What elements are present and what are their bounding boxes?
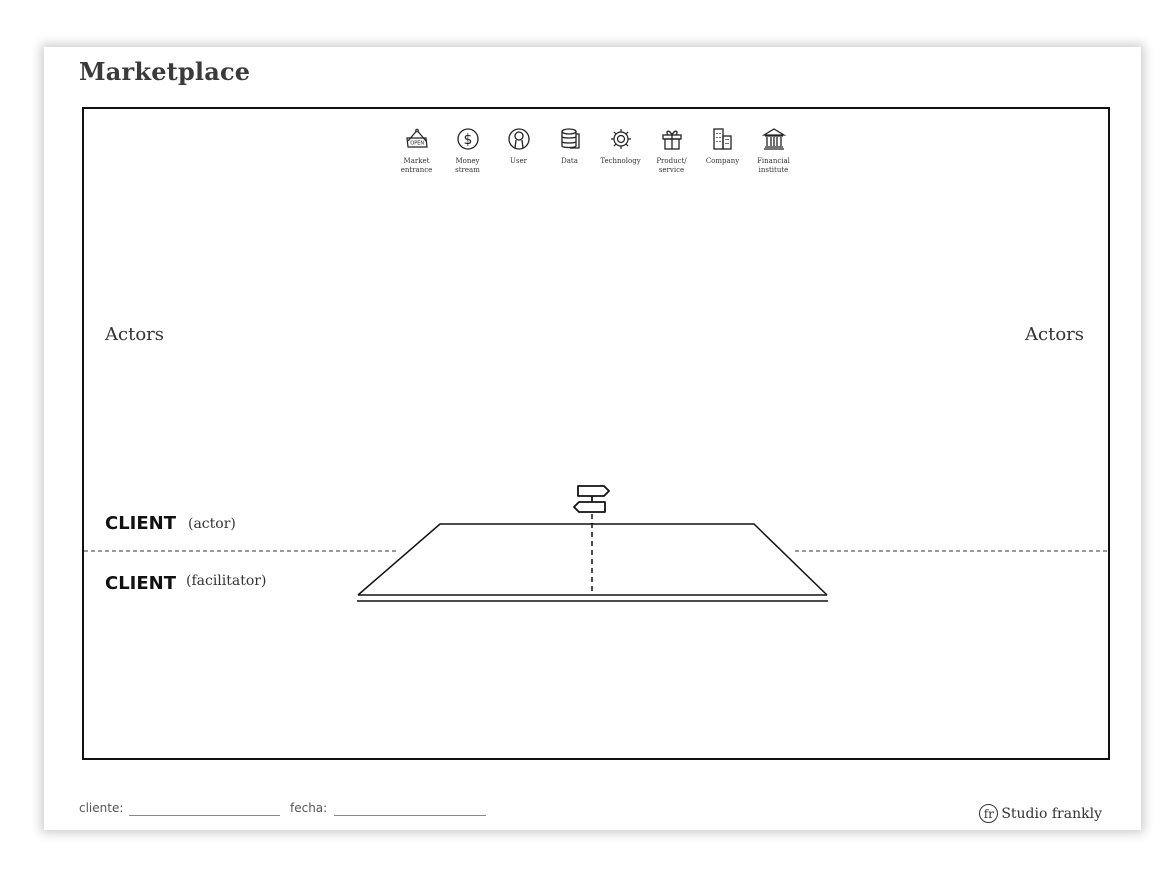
actors-right-label: Actors xyxy=(1025,324,1084,345)
client-actor-sublabel: (actor) xyxy=(188,516,236,532)
open-sign-text: OPEN xyxy=(409,140,424,147)
money-symbol: $ xyxy=(463,132,472,148)
legend-item-user xyxy=(493,127,544,187)
brand-mark-icon: fr xyxy=(979,804,998,823)
cliente-field-line[interactable] xyxy=(129,815,280,816)
money-stream-icon xyxy=(456,127,480,151)
marketplace-scene xyxy=(84,109,1108,758)
legend-label: Money stream xyxy=(455,157,480,174)
brand-logo xyxy=(979,804,1102,823)
signpost-icon xyxy=(574,486,609,512)
legend-item-company xyxy=(697,127,748,187)
client-facilitator-label: CLIENT xyxy=(105,573,177,594)
legend-label: User xyxy=(510,157,527,165)
icon-legend xyxy=(391,127,799,187)
data-icon xyxy=(558,127,582,151)
legend-item-market-entrance xyxy=(391,127,442,187)
product-service-icon xyxy=(660,127,684,151)
client-actor-label: CLIENT xyxy=(105,513,177,534)
legend-label: Technology xyxy=(600,157,641,165)
actors-left-label: Actors xyxy=(105,324,164,345)
legend-label: Financial institute xyxy=(757,157,790,174)
marketplace-canvas xyxy=(82,107,1110,760)
legend-item-product-service xyxy=(646,127,697,187)
page-title: Marketplace xyxy=(79,57,251,86)
legend-item-money-stream xyxy=(442,127,493,187)
user-icon xyxy=(507,127,531,151)
market-entrance-icon xyxy=(405,127,429,151)
legend-item-data xyxy=(544,127,595,187)
financial-institute-icon xyxy=(762,127,786,151)
legend-label: Product/ service xyxy=(656,157,687,174)
fecha-label: fecha: xyxy=(290,801,328,815)
canvas-sheet xyxy=(44,47,1141,830)
legend-label: Company xyxy=(705,157,740,165)
legend-label: Data xyxy=(561,157,578,165)
brand-name: Studio frankly xyxy=(1001,805,1102,822)
technology-icon xyxy=(609,127,633,151)
cliente-label: cliente: xyxy=(79,801,124,815)
fecha-field-line[interactable] xyxy=(334,815,486,816)
legend-item-financial-institute xyxy=(748,127,799,187)
legend-item-technology xyxy=(595,127,646,187)
company-icon xyxy=(711,127,735,151)
client-facilitator-sublabel: (facilitator) xyxy=(186,573,267,589)
legend-label: Market entrance xyxy=(400,157,433,174)
